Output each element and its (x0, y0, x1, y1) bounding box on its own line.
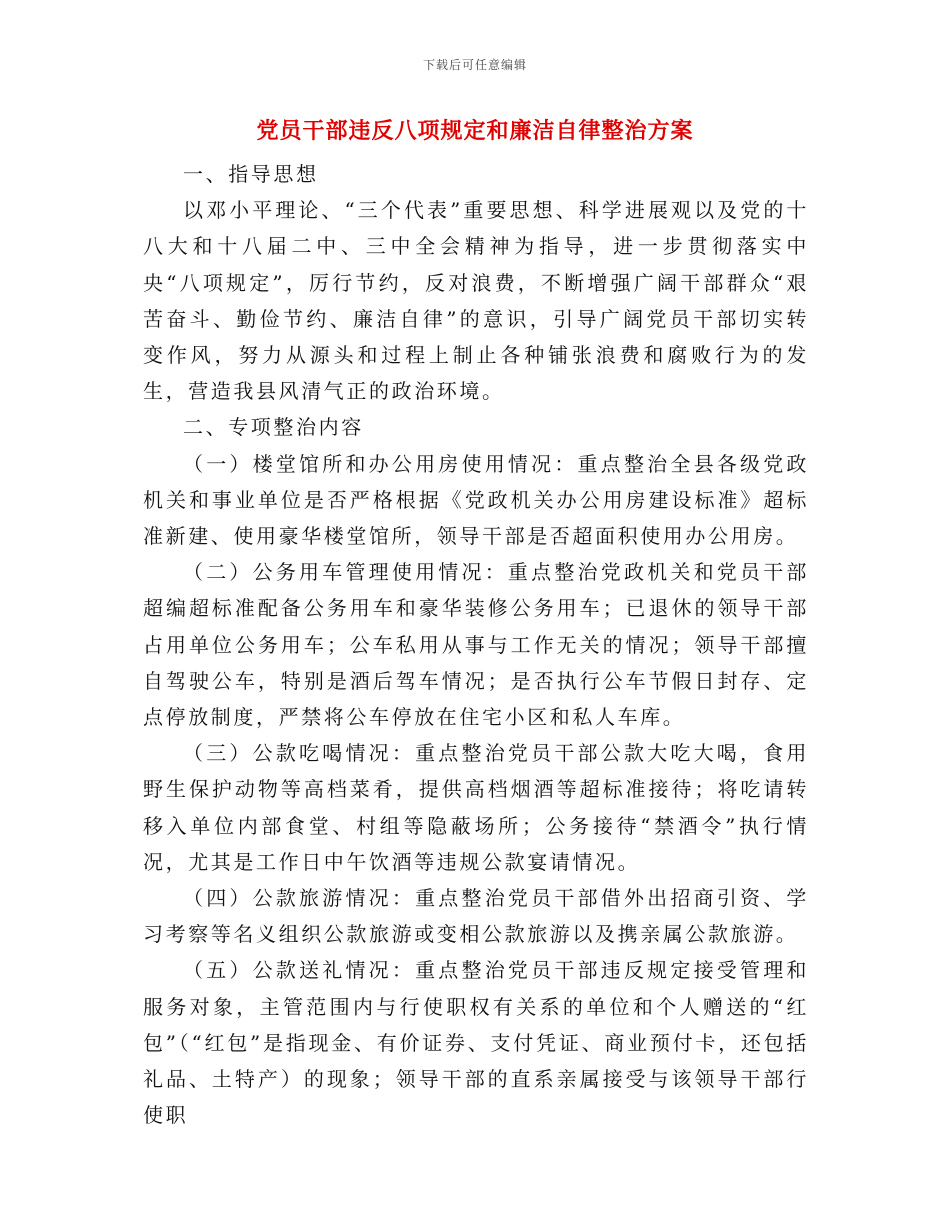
paragraph-item-2: （二）公务用车管理使用情况：重点整治党政机关和党员干部超编超标准配备公务用车和豪华装修公务用车；已退休的领导干部占用单位公务用车；公车私用从事与工作无关的情况；领导干部擅自驾驶公车，特别是酒后驾车情况；是否执行公车节假日封存、定点停放制度，严禁将公车停放在住宅小区和私人车库。 (143, 560, 809, 730)
section-heading-rectification-content: 二、专项整治内容 (183, 415, 364, 440)
header-note: 下载后可任意编辑 (422, 58, 527, 72)
paragraph-item-5: （五）公款送礼情况：重点整治党员干部违反规定接受管理和服务对象，主管范围内与行使职权有关系的单位和个人赠送的“红包”（“红包”是指现金、有价证券、支付凭证、商业预付卡，还包括礼品、土特产）的现象；领导干部的直系亲属接受与该领导干部行使职 (143, 958, 809, 1128)
paragraph-item-1: （一）楼堂馆所和办公用房使用情况：重点整治全县各级党政机关和事业单位是否严格根据《党政机关办公用房建设标准》超标准新建、使用豪华楼堂馆所，领导干部是否超面积使用办公用房。 (143, 451, 809, 549)
paragraph-item-3: （三）公款吃喝情况：重点整治党员干部公款大吃大喝，食用野生保护动物等高档菜肴，提供高档烟酒等超标准接待；将吃请转移入单位内部食堂、村组等隐蔽场所；公务接待“禁酒令”执行情况，尤其是工作日中午饮酒等违规公款宴请情况。 (143, 741, 809, 874)
paragraph-guiding-thought: 以邓小平理论、“三个代表”重要思想、科学进展观以及党的十八大和十八届二中、三中全会精神为指导，进一步贯彻落实中央“八项规定”，厉行节约，反对浪费，不断增强广阔干部群众“艰苦奋斗、勤俭节约、廉洁自律”的意识，引导广阔党员干部切实转变作风，努力从源头和过程上制止各种铺张浪费和腐败行为的发生，营造我县风清气正的政治环境。 (143, 198, 809, 404)
document-body (143, 156, 809, 1133)
paragraph-item-4: （四）公款旅游情况：重点整治党员干部借外出招商引资、学习考察等名义组织公款旅游或变相公款旅游以及携亲属公款旅游。 (143, 886, 809, 947)
section-heading-guiding-thought: 一、指导思想 (183, 162, 319, 186)
document-title: 党员干部违反八项规定和廉洁自律整治方案 (256, 119, 694, 144)
